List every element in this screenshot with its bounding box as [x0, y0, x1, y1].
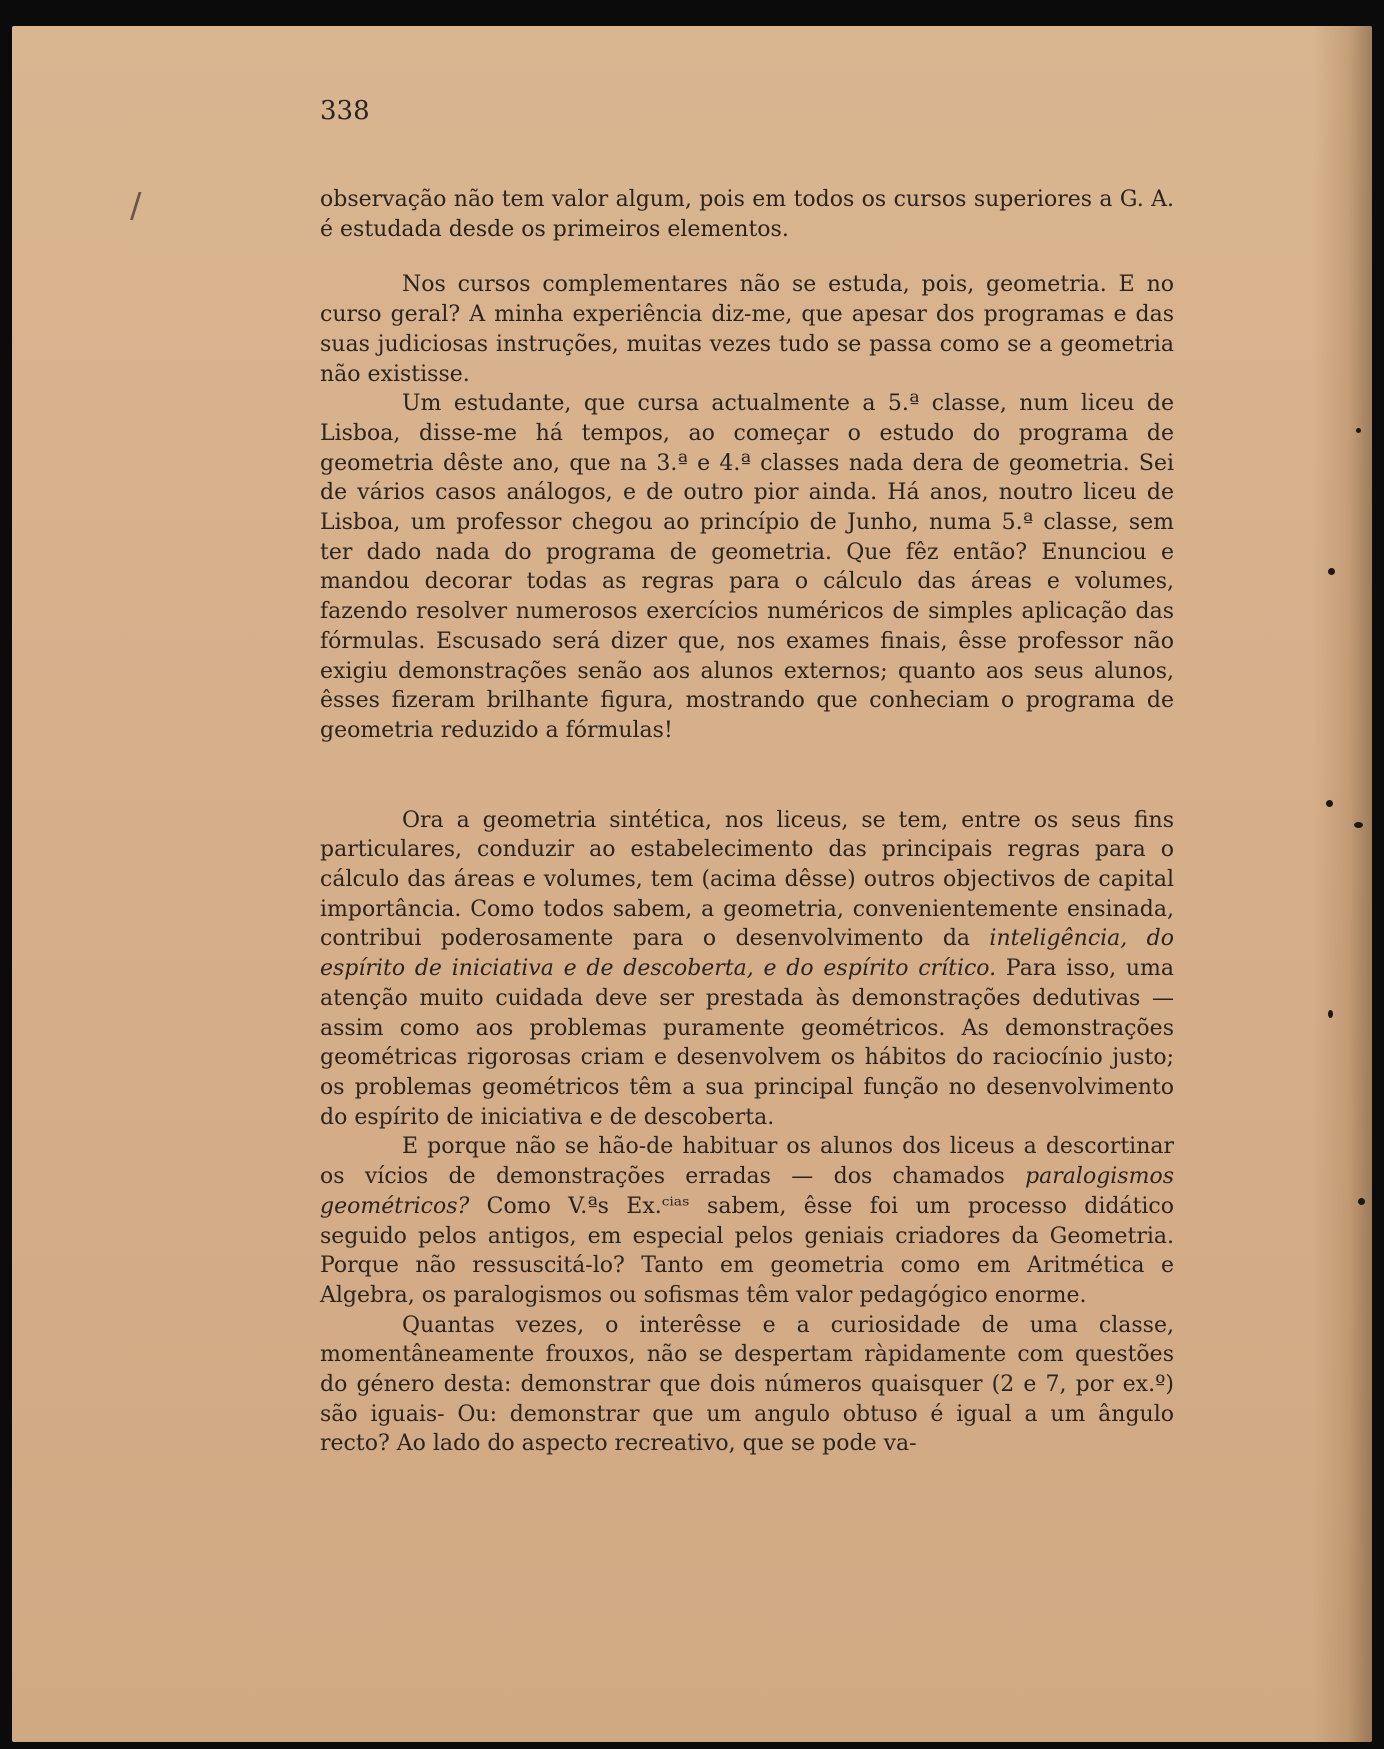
- ink-speck: [1328, 568, 1335, 575]
- body-text: [320, 185, 1174, 1459]
- text-segment: Para isso, uma atenção muito cuidada deve ser prestada às demonstrações dedutivas — assim como aos problemas puramente geométricos. As demonstrações geométricas rigorosas criam e desenvolvem os hábitos do raciocínio justo; os problemas geométricos têm a sua principal função no desenvolvimento do espírito de iniciativa e de descoberta.: [320, 956, 1175, 1130]
- paragraph-gap: [320, 746, 1174, 806]
- paper-edge-shadow: [1312, 26, 1372, 1742]
- paragraph-gap: [320, 244, 1174, 270]
- text-segment: Nos cursos complementares não se estuda, pois, geometria. E no curso geral? A minha experiência diz-me, que apesar dos programas e das suas judiciosas instruções, muitas vezes tudo se passa como se a geometria não existisse.: [320, 272, 1174, 387]
- text-segment: Ora a geometria sintética, nos liceus, se tem, entre os seus fins particulares, conduzir ao estabelecimento das principais regras para o cálculo das áreas e volumes, tem (acima dêsse) outros objectivos de capital importância. Como todos sabem, a geometria, convenientemente ensinada, contribui poderosamente para o desenvolvimento da: [320, 807, 1174, 952]
- pencil-mark: /: [130, 186, 142, 226]
- ink-speck: [1354, 822, 1363, 828]
- ink-speck: [1356, 428, 1361, 433]
- ink-speck: [1326, 800, 1333, 807]
- paragraph-5: [320, 1132, 1174, 1310]
- paragraph-1: [320, 185, 1174, 244]
- text-segment: Como V.ªs Ex.ᶜⁱᵃˢ sabem, êsse foi um processo didático seguido pelos antigos, em especial pelos geniais criadores da Geometria. Porque não ressuscitá-lo? Tanto em geometria como em Aritmética e Algebra, os paralogismos ou sofismas têm valor pedagógico enorme.: [320, 1193, 1174, 1308]
- paragraph-6: [320, 1311, 1174, 1460]
- text-segment: Um estudante, que cursa actualmente a 5.ª classe, num liceu de Lisboa, disse-me há tempos, ao começar o estudo do programa de geometria dêste ano, que na 3.ª e 4.ª classes nada dera de geometria. Sei de vários casos análogos, e de outro pior ainda. Há anos, noutro liceu de Lisboa, um professor chegou ao princípio de Junho, numa 5.ª classe, sem ter dado nada do programa de geometria. Que fêz então? Enunciou e mandou decorar todas as regras para o cálculo das áreas e volumes, fazendo resolver numerosos exercícios numéricos de simples aplicação das fórmulas. Escusado será dizer que, nos exames finais, êsse professor não exigiu demonstrações senão aos alunos externos; quanto aos seus alunos, êsses fizeram brilhante figura, mostrando que conheciam o programa de geometria reduzido a fórmulas!: [320, 391, 1174, 743]
- ink-speck: [1328, 1010, 1333, 1018]
- ink-speck: [1358, 1198, 1365, 1205]
- text-segment: Quantas vezes, o interêsse e a curiosidade de uma classe, momentâneamente frouxos, não se despertam ràpidamente com questões do género desta: demonstrar que dois números quaisquer (2 e 7, por ex.º) são iguais- Ou: demonstrar que um angulo obtuso é igual a um ângulo recto? Ao lado do aspecto recreativo, que se pode va-: [320, 1312, 1174, 1457]
- italic-text-segment: paralogismos geométricos?: [320, 1164, 1174, 1219]
- text-segment: observação não tem valor algum, pois em todos os cursos superiores a G. A. é estudada desde os primeiros elementos.: [320, 187, 1174, 242]
- paragraph-3: [320, 389, 1174, 745]
- paragraph-2: [320, 270, 1174, 389]
- italic-text-segment: inteligência, do espírito de iniciativa e de descoberta, e do espírito crítico.: [320, 926, 1174, 982]
- page-number: 338: [320, 96, 370, 126]
- text-segment: E porque não se hão-de habituar os alunos dos liceus a descortinar os vícios de demonstrações erradas — dos chamados: [320, 1134, 1174, 1190]
- paragraph-4: [320, 806, 1174, 1133]
